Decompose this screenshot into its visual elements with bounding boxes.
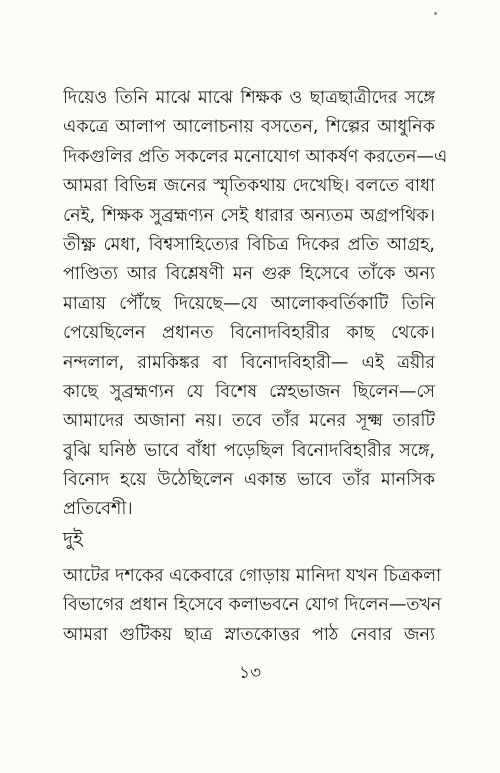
page-number: ১৩ xyxy=(238,663,262,683)
text-line: প্রতিবেশী। xyxy=(63,499,133,520)
text-line: একত্রে আলাপ আলোচনায় বসতেন, শিল্পের আধুনিক xyxy=(63,117,435,138)
text-line: আমরা গুটিকয় ছাত্র স্নাতকোত্তর পাঠ নেবার জন্য xyxy=(63,624,435,645)
paragraph-2 xyxy=(63,562,442,650)
text-line: কাছে সুব্রহ্মণ্যন যে বিশেষ স্নেহভাজন ছিলেন—সে xyxy=(63,381,435,402)
paragraph-1 xyxy=(63,84,448,525)
section-heading: দুই xyxy=(63,528,83,550)
text-line: নন্দলাল, রামকিঙ্কর বা বিনোদবিহারী— এই ত্রয়ীর xyxy=(63,352,435,373)
text-line: নেই, শিক্ষক সুব্রহ্মণ্যন সেই ধারার অন্যতম অগ্রপথিক। xyxy=(63,205,435,226)
text-line: বিভাগের প্রধান হিসেবে কলাভবনে যোগ দিলেন—তখন xyxy=(63,595,442,616)
paper-speck xyxy=(434,12,437,15)
text-line: আমাদের অজানা নয়। তবে তাঁর মনের সূক্ষ্ম তারটি xyxy=(63,411,435,432)
text-line: তীক্ষ্ণ মেধা, বিশ্বসাহিত্যের বিচিত্র দিকের প্রতি আগ্রহ, xyxy=(63,234,435,255)
text-line: আমরা বিভিন্ন জনের স্মৃতিকথায় দেখেছি। বলতে বাধা xyxy=(63,176,435,197)
text-line: বিনোদ হয়ে উঠেছিলেন একান্ত ভাবে তাঁর মানসিক xyxy=(63,470,435,491)
text-line: বুঝি ঘনিষ্ঠ ভাবে বাঁধা পড়েছিল বিনোদবিহারীর সঙ্গে, xyxy=(63,440,435,461)
text-line: পাণ্ডিত্য আর বিশ্লেষণী মন গুরু হিসেবে তাঁকে অন্য xyxy=(63,264,435,285)
text-line: দিকগুলির প্রতি সকলের মনোযোগ আকর্ষণ করতেন—এ xyxy=(63,146,448,167)
text-line: মাত্রায় পৌঁছে দিয়েছে—যে আলোকবর্তিকাটি তিনি xyxy=(63,293,435,314)
text-line: পেয়েছিলেন প্রধানত বিনোদবিহারীর কাছ থেকে। xyxy=(63,323,435,344)
text-line: দিয়েও তিনি মাঝে মাঝে শিক্ষক ও ছাত্রছাত্রীদের সঙ্গে xyxy=(63,88,435,108)
text-line: আটের দশকের একেবারে গোড়ায় মানিদা যখন চিত্রকলা xyxy=(63,566,442,586)
